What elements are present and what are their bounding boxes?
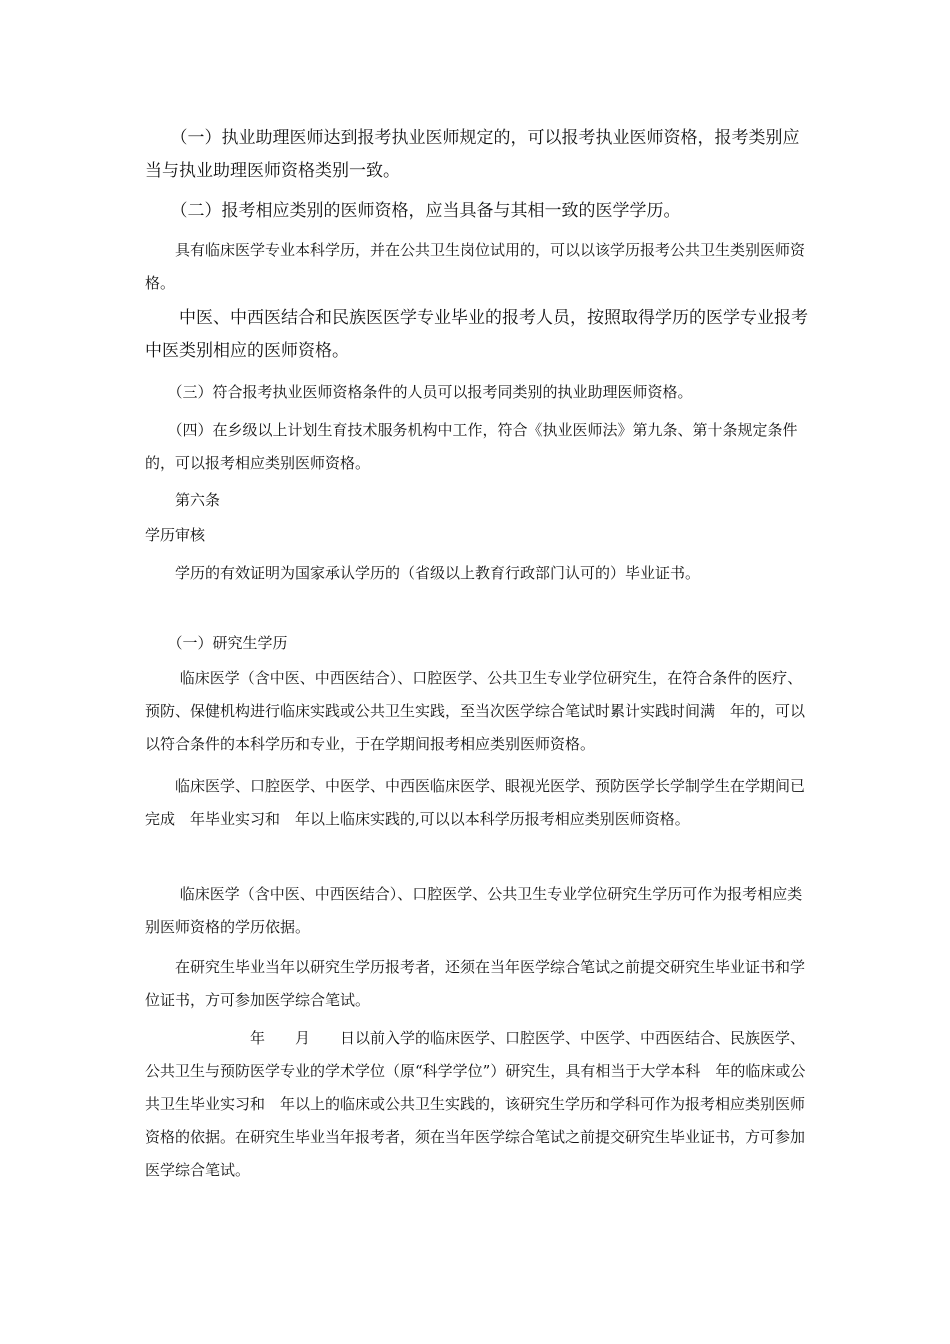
paragraph-professional-degree-students: 临床医学（含中医、中西医结合）、口腔医学、公共卫生专业学位研究生，在符合条件的医疗、预防、保健机构进行临床实践或公共卫生实践，至当次医学综合笔试时累计实践时间满 年的，可以以符合条件的本科学历和专业，于在学期间报考相应类别医师资格。 [145, 669, 806, 753]
paragraph-matching-education: （二）报考相应类别的医师资格，应当具备与其相一致的医学学历。 [145, 201, 681, 221]
paragraph-family-planning: （四）在乡级以上计划生育技术服务机构中工作，符合《执业医师法》第九条、第十条规定条件的，可以报考相应类别医师资格。 [145, 421, 798, 472]
paragraph-graduation-year-applicants: 在研究生毕业当年以研究生学历报考者，还须在当年医学综合笔试之前提交研究生毕业证书和学位证书，方可参加医学综合笔试。 [145, 958, 806, 1009]
paragraph-tcm-graduates: 中医、中西医结合和民族医医学专业毕业的报考人员，按照取得学历的医学专业报考中医类别相应的医师资格。 [145, 308, 808, 361]
section-heading-education-review: 学历审核 [145, 526, 206, 544]
paragraph-assistant-same-category: （三）符合报考执业医师资格条件的人员可以报考同类别的执业助理医师资格。 [145, 383, 693, 401]
paragraph-academic-degree-students: 年 月 日以前入学的临床医学、口腔医学、中医学、中西医结合、民族医学、公共卫生与预防医学专业的学术学位（原“科学学位”）研究生，具有相当于大学本科 年的临床或公共卫生毕业实习和 年以上的临床或公共卫生实践的，该研究生学历和学科可作为报考相应类别医师资格的依据。在研究生毕业当年报考者，须在当年医学综合笔试之前提交研究生毕业证书，方可参加医学综合笔试。 [145, 1029, 806, 1179]
subsection-heading-graduate-education: （一）研究生学历 [145, 634, 288, 652]
article-six-heading: 第六条 [145, 491, 221, 509]
paragraph-valid-certificate: 学历的有效证明为国家承认学历的（省级以上教育行政部门认可的）毕业证书。 [145, 564, 701, 582]
paragraph-professional-degree-basis: 临床医学（含中医、中西医结合）、口腔医学、公共卫生专业学位研究生学历可作为报考相应类别医师资格的学历依据。 [145, 885, 803, 936]
paragraph-assistant-physician-upgrade: （一）执业助理医师达到报考执业医师规定的，可以报考执业医师资格，报考类别应当与执业助理医师资格类别一致。 [145, 128, 800, 181]
paragraph-clinical-public-health: 具有临床医学专业本科学历，并在公共卫生岗位试用的，可以以该学历报考公共卫生类别医师资格。 [145, 241, 806, 292]
paragraph-long-program-students: 临床医学、口腔医学、中医学、中西医临床医学、眼视光医学、预防医学长学制学生在学期间已完成 年毕业实习和 年以上临床实践的,可以以本科学历报考相应类别医师资格。 [145, 777, 806, 828]
